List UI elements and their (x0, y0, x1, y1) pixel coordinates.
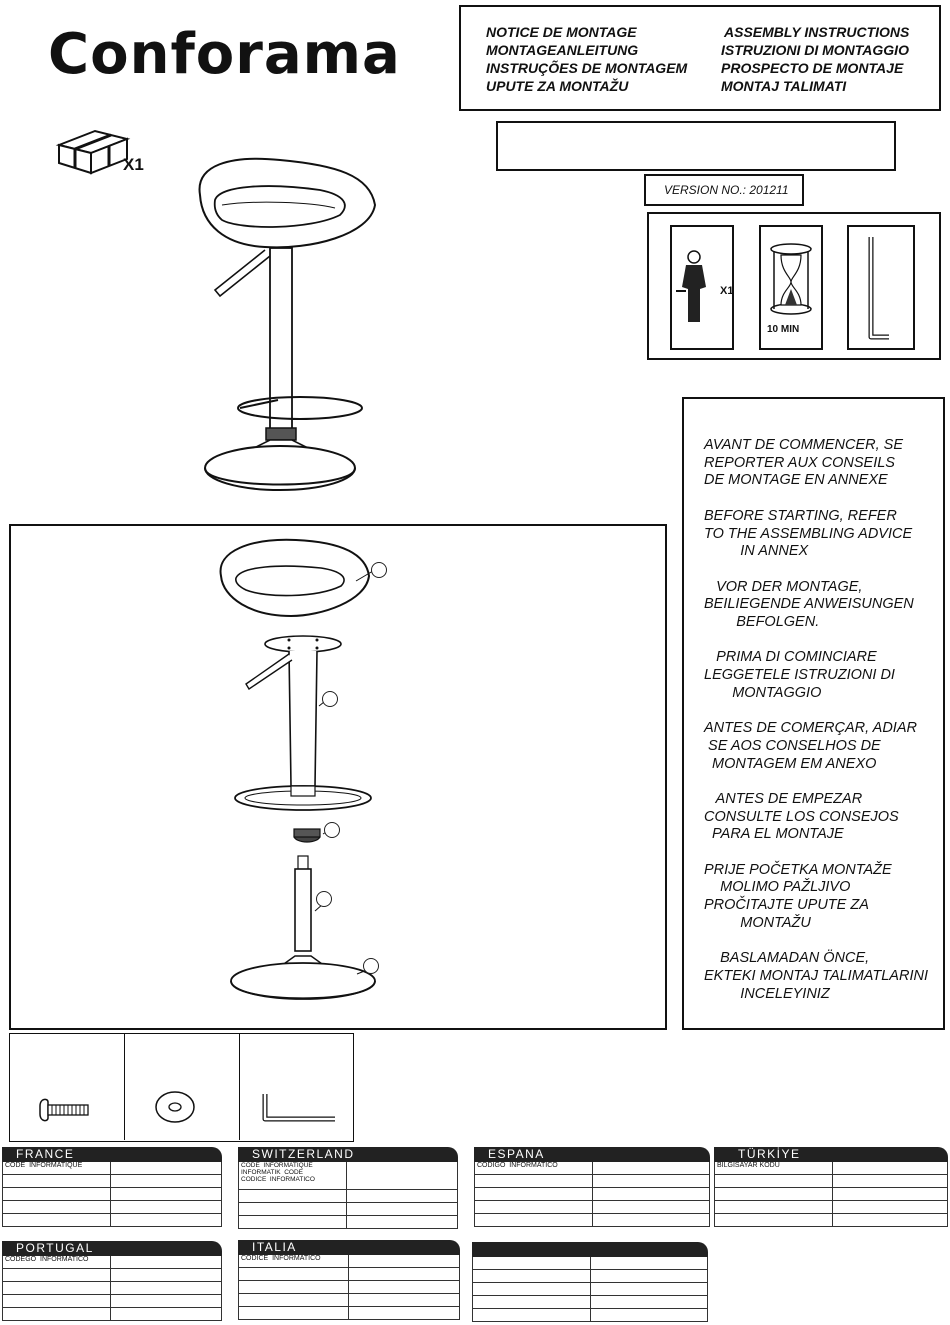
product-name-box (496, 121, 896, 171)
persons-count: X1 (720, 285, 734, 297)
allen-key-part-cell (240, 1034, 353, 1140)
version-box: VERSION NO.: 201211 (644, 174, 804, 206)
code-label: CODIGO INFORMATICO (475, 1162, 593, 1174)
part-callout-nut (324, 822, 340, 838)
country-header: ITALIA (238, 1240, 460, 1255)
time-cell (759, 225, 823, 350)
tools-box (647, 212, 941, 360)
brand-logo: Conforama (48, 22, 401, 87)
country-header: PORTUGAL (2, 1241, 222, 1256)
country-header (472, 1242, 708, 1257)
exploded-view-box (9, 524, 667, 1030)
advice-english: BEFORE STARTING, REFER TO THE ASSEMBLING ADVICE IN ANNEX (704, 507, 913, 560)
bolt-icon (10, 1034, 120, 1134)
title-left-column (486, 23, 687, 95)
hardware-parts-table (9, 1033, 354, 1142)
country-header: TÜRKİYE (714, 1147, 948, 1162)
allen-key-icon (849, 227, 913, 348)
country-table-unlabeled (472, 1242, 708, 1322)
title-line: MONTAJ TALIMATI (721, 78, 847, 94)
part-callout-base (363, 958, 379, 974)
bolt-cell (10, 1034, 125, 1140)
country-table-turkiye (714, 1147, 948, 1227)
country-table-portugal (2, 1241, 222, 1321)
stool-illustration (170, 150, 550, 495)
code-label: CODEGO INFORMATICO (3, 1256, 111, 1268)
country-table-france (2, 1147, 222, 1227)
country-header: ESPANA (474, 1147, 710, 1162)
country-table-switzerland (238, 1147, 458, 1229)
title-line: ISTRUZIONI DI MONTAGGIO (721, 42, 909, 58)
washer-cell (125, 1034, 240, 1140)
code-label: BİLGİSAYAR KODU (715, 1162, 833, 1174)
part-callout-seat (371, 562, 387, 578)
title-line: PROSPECTO DE MONTAJE (721, 60, 904, 76)
advice-turkish: BASLAMADAN ÖNCE, EKTEKI MONTAJ TALIMATLARINI INCELEYINIZ (704, 950, 928, 1002)
advice-spanish: ANTES DE EMPEZAR CONSULTE LOS CONSEJOS PARA EL MONTAJE (704, 790, 899, 843)
time-label: 10 MIN (767, 324, 800, 335)
advice-italian: PRIMA DI COMINCIARE LEGGETELE ISTRUZIONI DI MONTAGGIO (704, 649, 895, 701)
advice-portuguese: ANTES DE COMERÇAR, ADIAR SE AOS CONSELHOS DE MONTAGEM EM ANEXO (704, 720, 917, 772)
code-label: CODICE INFORMATICO (239, 1255, 349, 1267)
country-table-italia (238, 1240, 460, 1320)
part-callout-gas-lift (316, 891, 332, 907)
advice-croatian: PRIJE POČETKA MONTAŽE MOLIMO PAŽLJIVO PROČITAJTE UPUTE ZA MONTAŽU (704, 861, 892, 931)
code-label: CODE INFORMATIQUE INFORMATIK CODE CODICE INFORMATICO (239, 1162, 347, 1189)
country-header: FRANCE (2, 1147, 222, 1162)
washer-icon (125, 1034, 235, 1134)
code-label: CODE INFORMATIQUE (3, 1162, 111, 1174)
allen-key-part-icon (240, 1034, 350, 1134)
code-label (473, 1257, 591, 1269)
allen-key-cell (847, 225, 915, 350)
title-line: MONTAGEANLEITUNG (486, 42, 639, 58)
title-line: UPUTE ZA MONTAŽU (486, 78, 629, 94)
title-line: ASSEMBLY INSTRUCTIONS (724, 24, 910, 40)
title-box (459, 5, 941, 111)
title-line: INSTRUÇÕES DE MONTAGEM (486, 60, 688, 76)
advice-german: VOR DER MONTAGE, BEILIEGENDE ANWEISUNGEN BEFOLGEN. (704, 578, 914, 630)
title-line: NOTICE DE MONTAGE (486, 24, 637, 40)
exploded-view-drawing (11, 526, 665, 1028)
title-right-column (721, 23, 909, 95)
part-callout-column (322, 691, 338, 707)
country-table-espana (474, 1147, 710, 1227)
package-quantity: X1 (123, 155, 144, 174)
advice-box (682, 397, 945, 1030)
country-header: SWITZERLAND (238, 1147, 458, 1162)
person-cell (670, 225, 734, 350)
advice-french: AVANT DE COMMENCER, SE REPORTER AUX CONSEILS DE MONTAGE EN ANNEXE (704, 437, 904, 489)
